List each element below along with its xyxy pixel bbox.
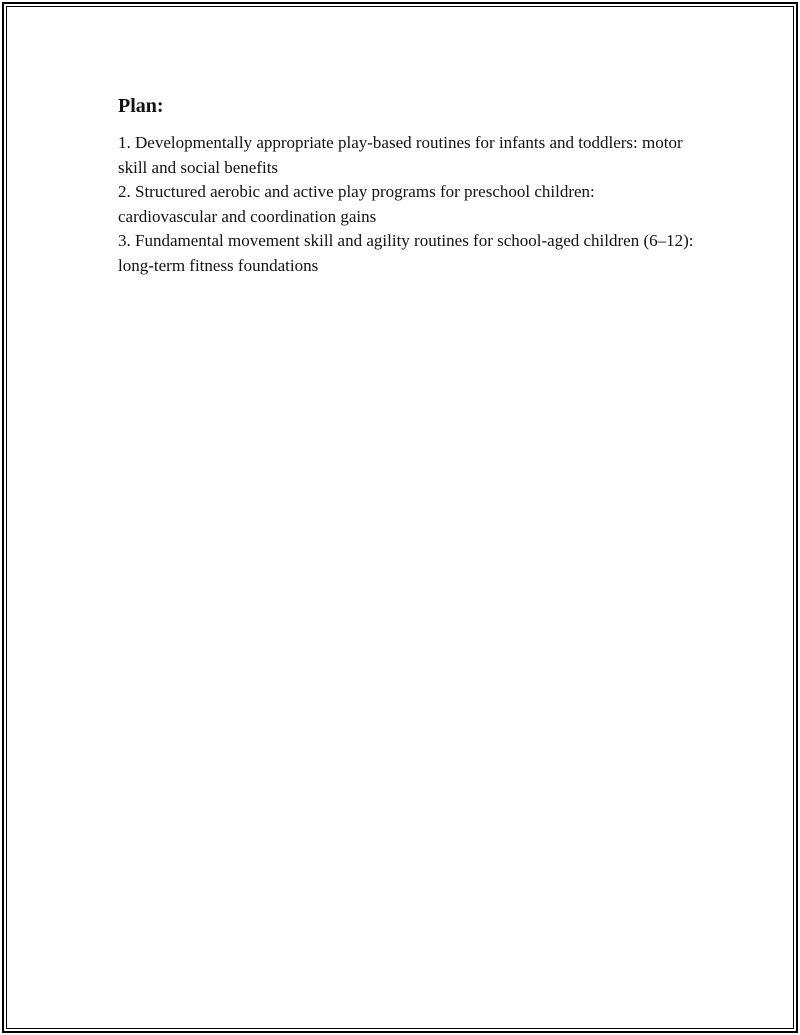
plan-item-3: 3. Fundamental movement skill and agility routines for school-aged children (6–12): long-term fitness foundations xyxy=(118,231,694,275)
plan-item-2: 2. Structured aerobic and active play programs for preschool children: cardiovascular and coordination gains xyxy=(118,182,595,226)
plan-heading: Plan: xyxy=(118,95,164,117)
plan-item-1: 1. Developmentally appropriate play-based routines for infants and toddlers: motor skill and social benefits xyxy=(118,133,683,177)
document-body xyxy=(118,93,698,278)
plan-list xyxy=(118,131,698,278)
